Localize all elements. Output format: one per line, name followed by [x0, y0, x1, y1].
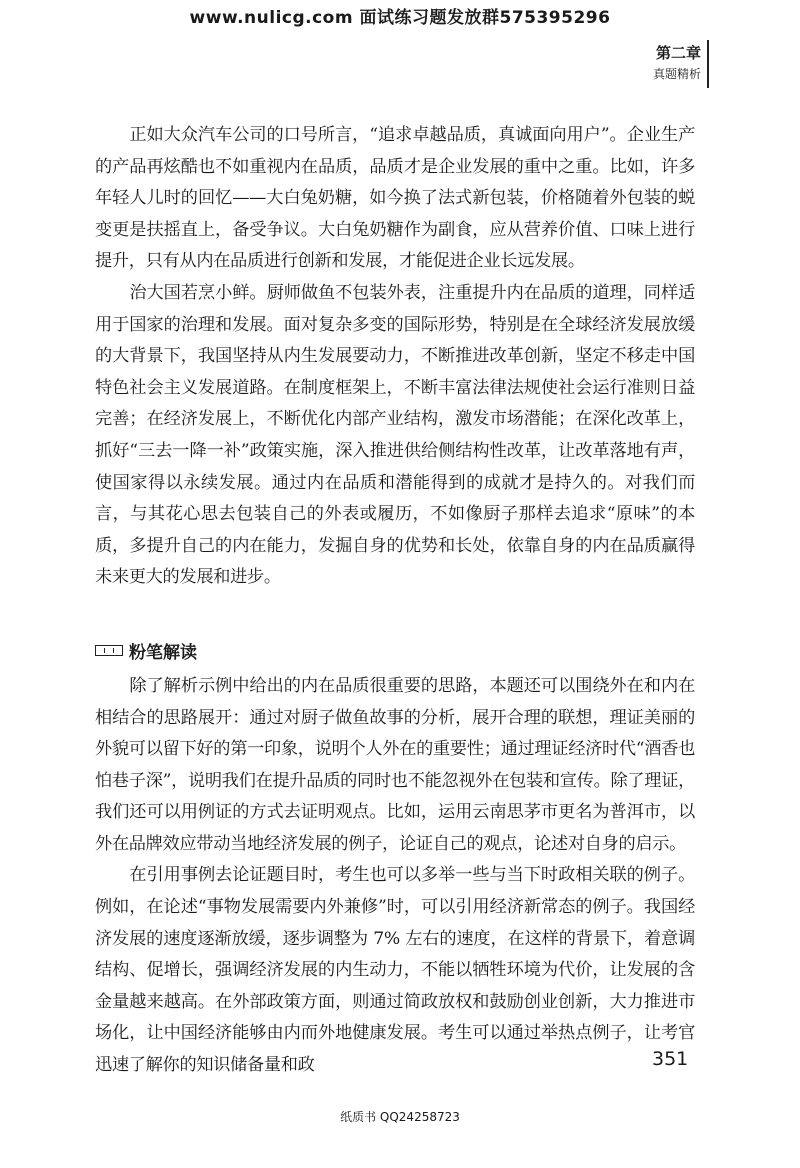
section-heading — [95, 638, 695, 663]
chapter-subtitle: 真题精析 — [652, 67, 701, 81]
page-number: 351 — [652, 1048, 689, 1070]
chapter-title: 第二章 — [655, 44, 701, 62]
body-paragraph: 正如大众汽车公司的口号所言，“追求卓越品质，真诚面向用户”。企业生产的产品再炫酷也不如重视内在品质，品质才是企业发展的重中之重。比如，许多年轻人儿时的回忆——大白兔奶糖，如今换了法式新包装，价格随着外包装的蜕变更是扶摇直上，备受争议。大白兔奶糖作为副食，应从营养价值、口味上进行提升，只有从内在品质进行创新和发展，才能促进企业长远发展。 — [95, 125, 695, 272]
section-title: 粉笔解读 — [129, 642, 197, 663]
section-paragraph: 在引用事例去论证题目时，考生也可以多举一些与当下时政相关联的例子。例如，在论述“事物发展需要内外兼修”时，可以引用经济新常态的例子。我国经济发展的速度逐渐放缓，逐步调整为 7% 左右的速度，在这样的背景下，着意调结构、促增长，强调经济发展的内生动力，不能以牺牲环境为代价，让发展的含金量越来越高。在外部政策方面，则通过简政放权和鼓励创业创新，大力推进市场化，让中国经济能够由内而外地健康发展。考生可以通过举热点例子，让考官迅速了解你的知识储备量和政 — [95, 865, 695, 1076]
book-icon — [95, 645, 123, 656]
section-paragraph: 除了解析示例中给出的内在品质很重要的思路，本题还可以围绕外在和内在相结合的思路展开：通过对厨子做鱼故事的分析，展开合理的联想，理证美丽的外貌可以留下好的第一印象，说明个人外在的重要性；通过理证经济时代“酒香也怕巷子深”，说明我们在提升品质的同时也不能忽视外在包装和宣传。除了理证，我们还可以用例证的方式去证明观点。比如，运用云南思茅市更名为普洱市，以外在品牌效应带动当地经济发展的例子，论证自己的观点，论述对自身的启示。 — [95, 675, 695, 854]
chapter-heading — [653, 42, 701, 84]
watermark-header: www.nulicg.com 面试练习题发放群575395296 — [189, 8, 611, 28]
chapter-divider — [707, 40, 709, 88]
footer-note: 纸质书 QQ24258723 — [340, 1110, 460, 1124]
page-body — [95, 120, 695, 1082]
body-paragraph: 治大国若烹小鲜。厨师做鱼不包装外表，注重提升内在品质的道理，同样适用于国家的治理和发展。面对复杂多变的国际形势，特别是在全球经济发展放缓的大背景下，我国坚持从内生发展要动力，不断推进改革创新，坚定不移走中国特色社会主义发展道路。在制度框架上，不断丰富法律法规使社会运行准则日益完善；在经济发展上，不断优化内部产业结构，激发市场潜能；在深化改革上，抓好“三去一降一补”政策实施，深入推进供给侧结构性改革，让改革落地有声，使国家得以永续发展。通过内在品质和潜能得到的成就才是持久的。对我们而言，与其花心思去包装自己的外表或履历，不如像厨子那样去追求“原味”的本质，多提升自己的内在能力，发掘自身的优势和长处，依靠自身的内在品质赢得未来更大的发展和进步。 — [95, 282, 695, 588]
